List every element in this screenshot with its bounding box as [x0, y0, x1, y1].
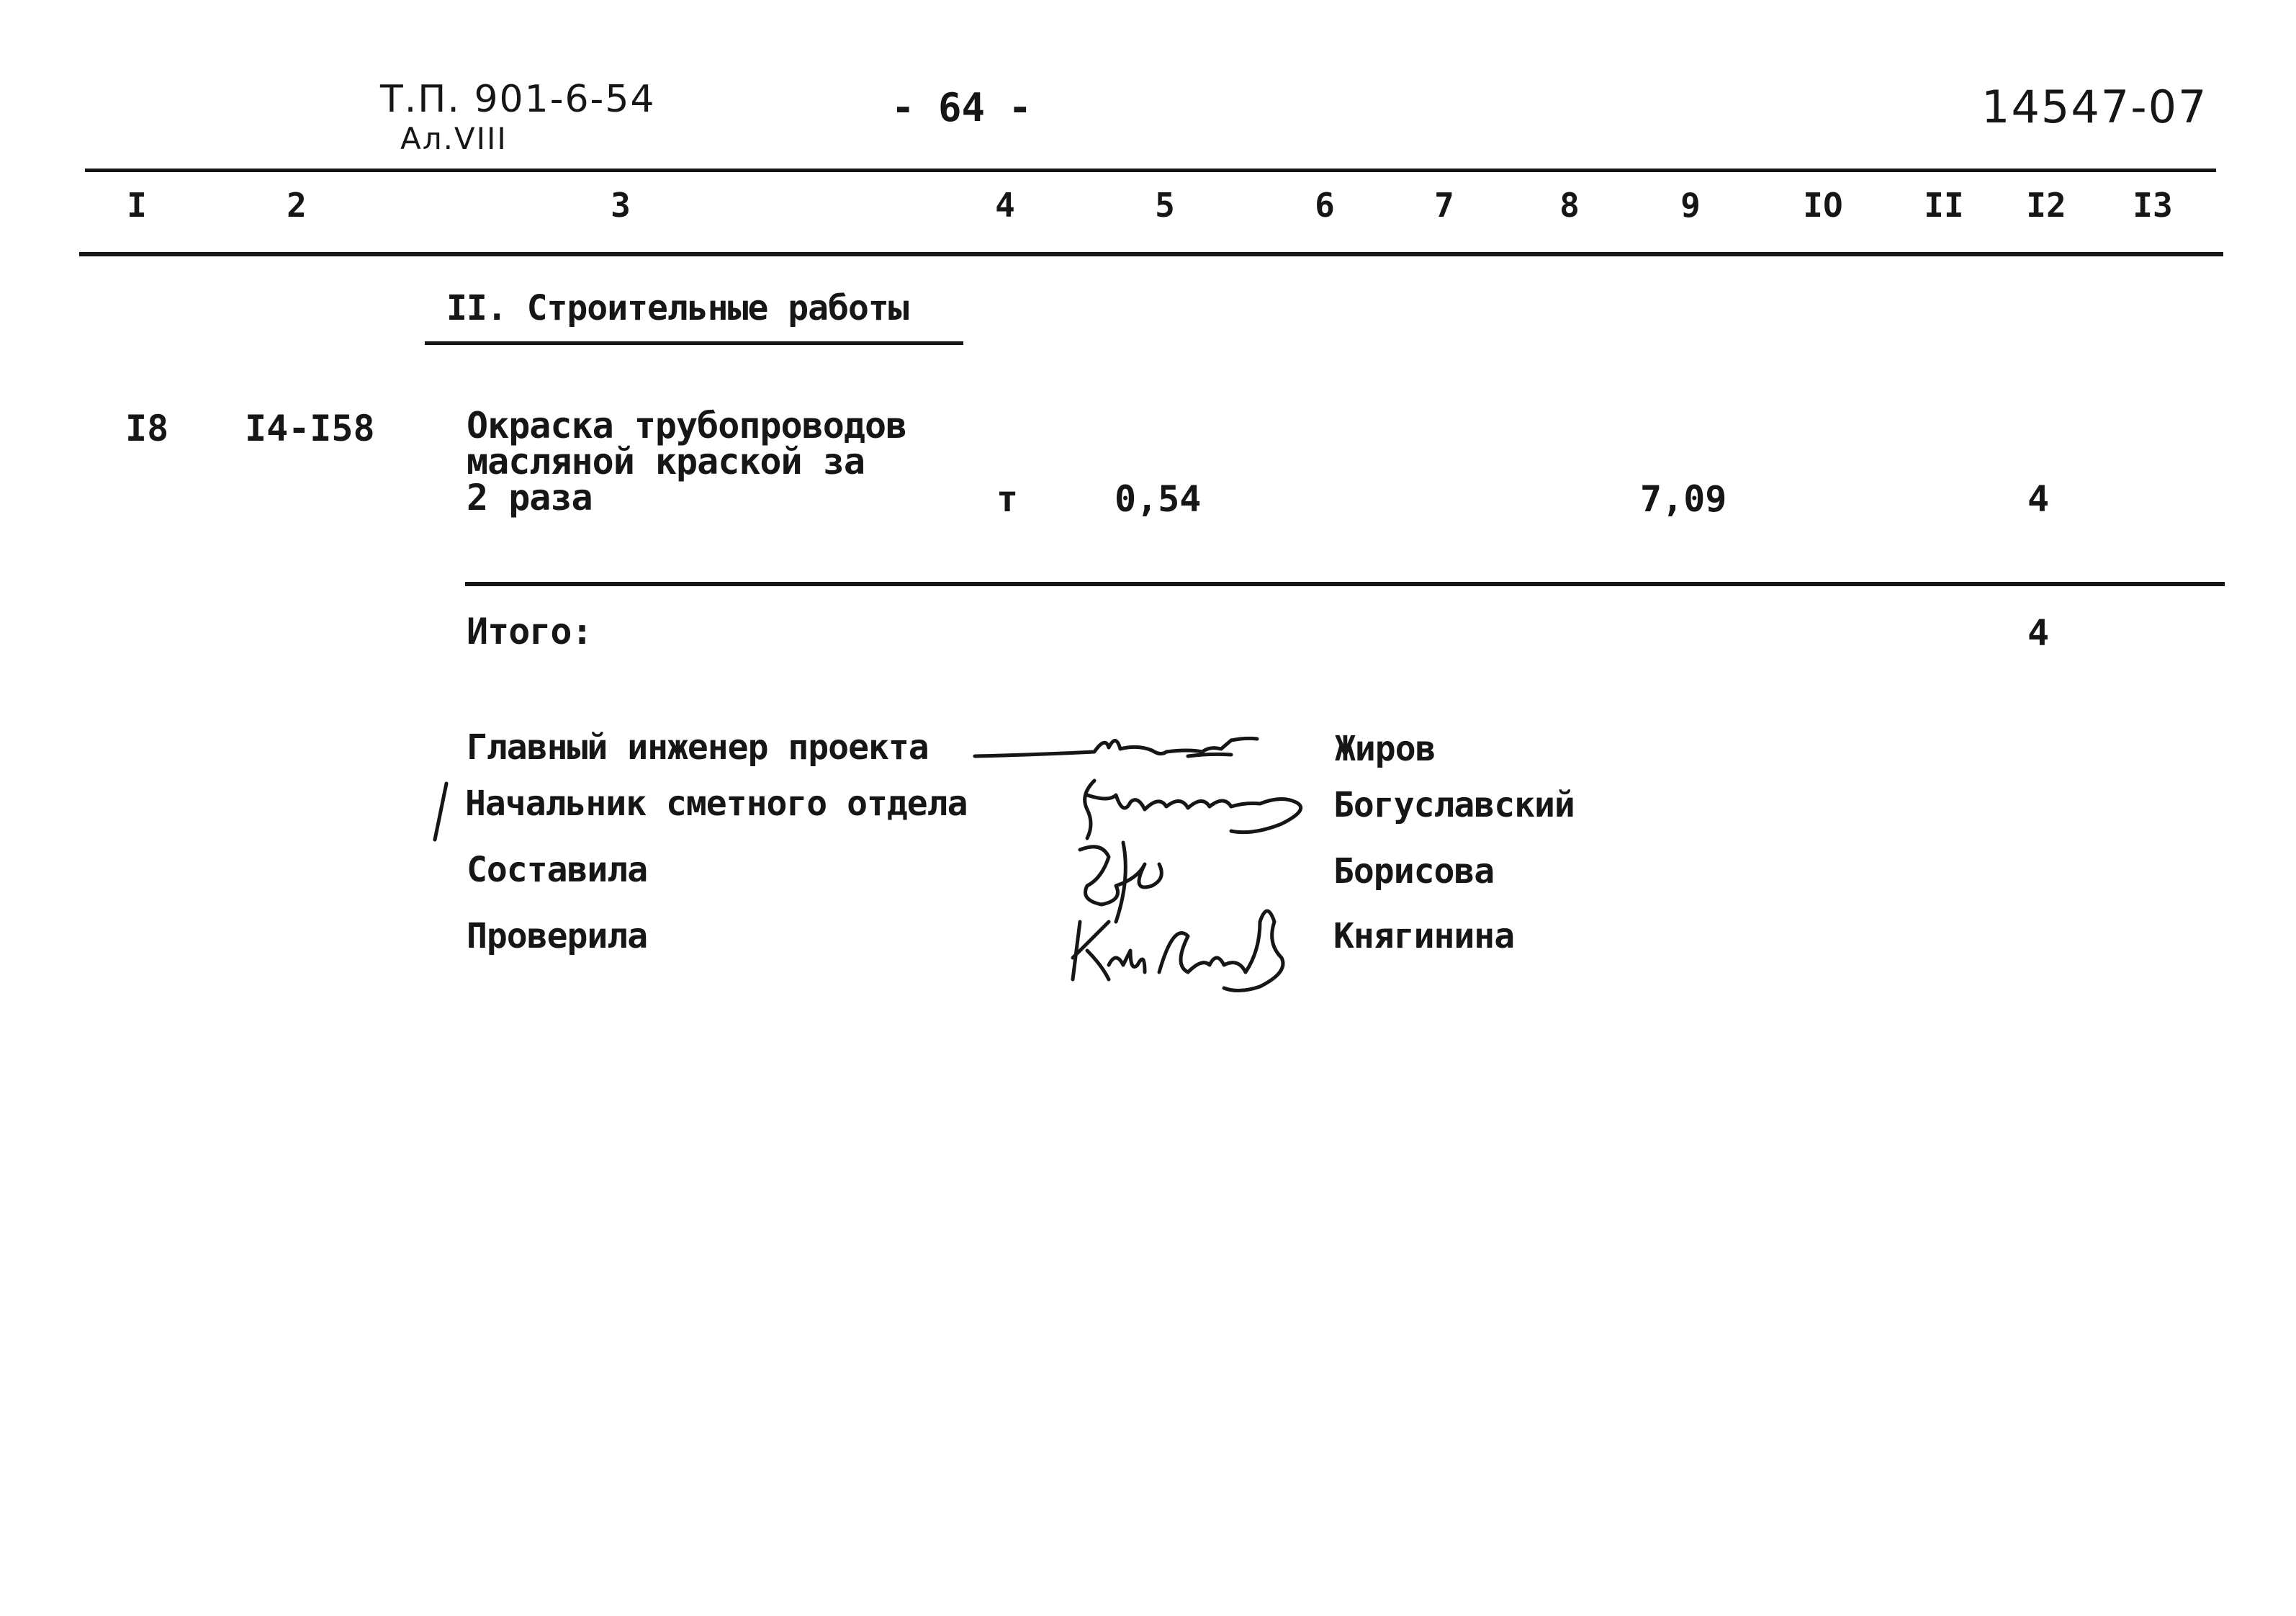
- total-value: 4: [2027, 612, 2050, 654]
- signature-reviewer: [1066, 893, 1310, 1001]
- signature-name: Борисова: [1333, 851, 1495, 892]
- signature-role: Начальник сметного отдела: [465, 784, 968, 824]
- signature-role: Составила: [467, 850, 648, 890]
- quantity-value: 0,54: [1115, 478, 1202, 520]
- column-header-rule: [79, 252, 2223, 256]
- section-title: II. Строительные работы: [446, 288, 909, 328]
- page-number: - 64 -: [891, 85, 1032, 130]
- unit: т: [996, 478, 1019, 520]
- column-number: 9: [1680, 186, 1701, 225]
- column-number: 3: [611, 186, 631, 225]
- column-number: IO: [1803, 186, 1843, 225]
- column-number: I2: [2026, 186, 2066, 225]
- column-12-value: 4: [2027, 478, 2050, 520]
- column-number: 6: [1315, 186, 1335, 225]
- signature-name: Княгинина: [1333, 916, 1515, 956]
- column-number: 8: [1559, 186, 1580, 225]
- signature-name: Богуславский: [1333, 785, 1575, 825]
- column-number: 5: [1155, 186, 1175, 225]
- column-number: I: [127, 186, 147, 225]
- column-9-value: 7,09: [1640, 478, 1727, 520]
- margin-tick-mark: [429, 779, 451, 844]
- column-number: I3: [2133, 186, 2173, 225]
- description-line: 2 раза: [467, 477, 593, 519]
- album-number: Ал.VIII: [400, 121, 508, 156]
- row-description: [467, 405, 907, 519]
- column-number: 2: [287, 186, 307, 225]
- project-code: Т.П. 901-6-54: [380, 78, 656, 121]
- signature-role: Проверила: [467, 916, 648, 956]
- total-label: Итого:: [467, 611, 593, 652]
- rate-code: I4-I58: [245, 408, 375, 449]
- column-number: 4: [995, 186, 1015, 225]
- total-rule: [465, 582, 2225, 586]
- row-number: I8: [125, 408, 169, 449]
- signature-head-of-estimates: [1066, 766, 1325, 845]
- top-rule: [85, 169, 2216, 172]
- signature-role: Главный инженер проекта: [467, 727, 929, 768]
- signature-chief-engineer: [972, 727, 1260, 771]
- document-number: 14547-07: [1981, 81, 2208, 133]
- signature-name: Жиров: [1335, 729, 1436, 769]
- description-line: масляной краской за: [467, 441, 865, 482]
- section-underline: [425, 341, 963, 345]
- column-number: II: [1924, 186, 1964, 225]
- column-number: 7: [1434, 186, 1454, 225]
- description-line: Окраска трубопроводов: [467, 405, 907, 446]
